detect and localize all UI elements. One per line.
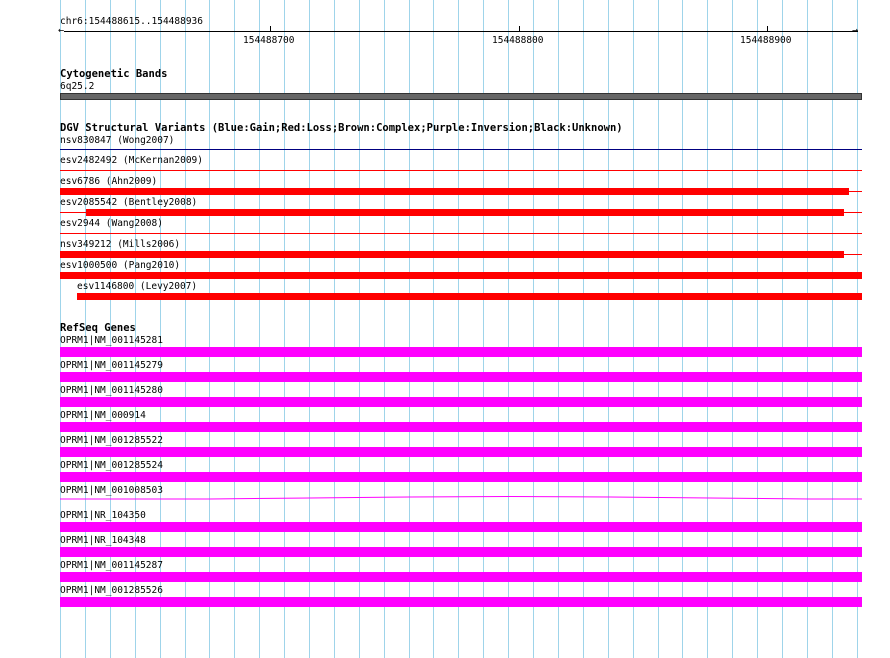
variant-label[interactable]: esv1000500 (Pang2010) bbox=[60, 260, 181, 271]
variant-label[interactable]: esv1146800 (Levy2007) bbox=[77, 281, 198, 292]
scroll-left-arrow[interactable]: ← bbox=[58, 25, 65, 36]
gene-label[interactable]: OPRM1|NR_104348 bbox=[60, 535, 146, 546]
variant-label[interactable]: esv6786 (Ahn2009) bbox=[60, 176, 158, 187]
gene-bar[interactable] bbox=[60, 347, 862, 357]
variant-bar[interactable] bbox=[60, 188, 849, 195]
gene-bar[interactable] bbox=[60, 472, 862, 482]
gene-label[interactable]: OPRM1|NM_001008503 bbox=[60, 485, 163, 496]
ruler-tick-label: 154488800 bbox=[492, 35, 544, 46]
ruler-tick bbox=[270, 26, 271, 31]
dgv-track-title: DGV Structural Variants (Blue:Gain;Red:Loss;Brown:Complex;Purple:Inversion;Black:Unknown) bbox=[60, 122, 623, 134]
scroll-right-arrow[interactable]: → bbox=[852, 25, 859, 36]
gene-label[interactable]: OPRM1|NM_001145287 bbox=[60, 560, 163, 571]
cytoband-label: 6q25.2 bbox=[60, 81, 95, 92]
ruler-tick bbox=[767, 26, 768, 31]
gene-bar[interactable] bbox=[60, 447, 862, 457]
gene-label[interactable]: OPRM1|NM_001145280 bbox=[60, 385, 163, 396]
variant-label[interactable]: nsv830847 (Wong2007) bbox=[60, 135, 175, 146]
gene-label[interactable]: OPRM1|NM_001285526 bbox=[60, 585, 163, 596]
ruler-tick-label: 154488700 bbox=[243, 35, 295, 46]
gene-bar[interactable] bbox=[60, 547, 862, 557]
variant-label[interactable]: esv2944 (Wang2008) bbox=[60, 218, 163, 229]
gene-label[interactable]: OPRM1|NM_001145279 bbox=[60, 360, 163, 371]
variant-bar[interactable] bbox=[86, 209, 844, 216]
gene-bar[interactable] bbox=[60, 372, 862, 382]
ruler-tick-label: 154488900 bbox=[740, 35, 792, 46]
cytoband-track-title: Cytogenetic Bands bbox=[60, 68, 168, 80]
variant-line[interactable] bbox=[60, 233, 862, 234]
variant-bar[interactable] bbox=[60, 272, 862, 279]
gene-label[interactable]: OPRM1|NM_000914 bbox=[60, 410, 146, 421]
gene-bar[interactable] bbox=[60, 572, 862, 582]
variant-bar[interactable] bbox=[77, 293, 862, 300]
gene-intron-line[interactable] bbox=[60, 494, 862, 502]
gene-bar[interactable] bbox=[60, 397, 862, 407]
gene-bar[interactable] bbox=[60, 522, 862, 532]
gene-bar[interactable] bbox=[60, 422, 862, 432]
gene-label[interactable]: OPRM1|NM_001145281 bbox=[60, 335, 163, 346]
variant-label[interactable]: esv2482492 (McKernan2009) bbox=[60, 155, 203, 166]
variant-label[interactable]: esv2085542 (Bentley2008) bbox=[60, 197, 198, 208]
refseq-track-title: RefSeq Genes bbox=[60, 322, 136, 334]
gene-label[interactable]: OPRM1|NM_001285524 bbox=[60, 460, 163, 471]
location-label: chr6:154488615..154488936 bbox=[60, 16, 203, 27]
variant-bar[interactable] bbox=[60, 251, 844, 258]
ruler-tick bbox=[519, 26, 520, 31]
cytoband-bar[interactable] bbox=[60, 93, 862, 100]
gene-label[interactable]: OPRM1|NR_104350 bbox=[60, 510, 146, 521]
variant-line[interactable] bbox=[60, 170, 862, 171]
ruler-line bbox=[64, 31, 858, 32]
variant-label[interactable]: nsv349212 (Mills2006) bbox=[60, 239, 181, 250]
gene-bar[interactable] bbox=[60, 597, 862, 607]
gene-label[interactable]: OPRM1|NM_001285522 bbox=[60, 435, 163, 446]
variant-line[interactable] bbox=[60, 149, 862, 150]
